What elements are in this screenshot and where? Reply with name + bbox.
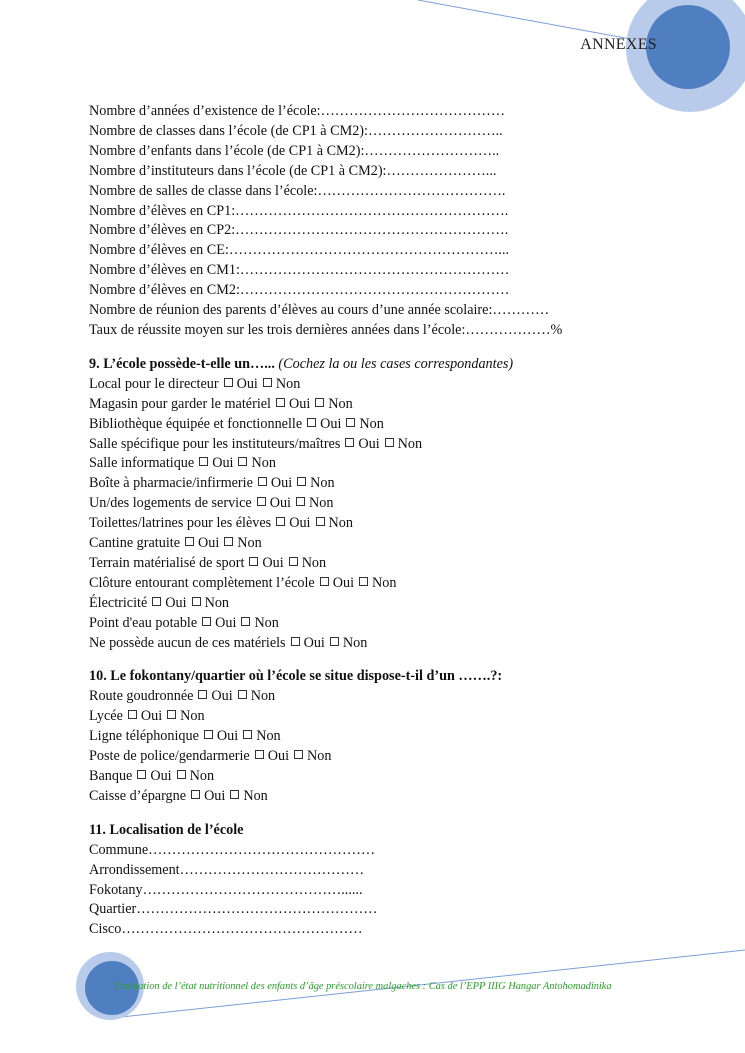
checklist-item — [89, 787, 689, 807]
section-9-title: 9. L’école possède-t-elle un…... — [89, 355, 275, 372]
checkbox-oui[interactable] — [276, 398, 285, 407]
non-label: Non — [254, 614, 279, 631]
checklist-item — [89, 534, 689, 554]
item-label: Point d'eau potable — [89, 614, 198, 631]
non-label: Non — [309, 495, 334, 512]
location-field[interactable]: Cisco…………………………………………… — [89, 921, 363, 938]
checkbox-non[interactable] — [330, 637, 339, 646]
checkbox-non[interactable] — [294, 750, 303, 759]
checkbox-oui[interactable] — [307, 418, 316, 427]
non-label: Non — [256, 728, 281, 745]
checkbox-non[interactable] — [177, 770, 186, 779]
item-label: Banque — [89, 768, 133, 784]
oui-label: Oui — [270, 475, 293, 492]
non-label: Non — [342, 634, 368, 651]
checkbox-oui[interactable] — [224, 378, 233, 387]
checkbox-non[interactable] — [238, 457, 247, 466]
header-circle-inner — [646, 5, 730, 89]
section-9-heading — [89, 355, 689, 375]
item-label: Magasin pour garder le matériel — [89, 395, 271, 412]
checklist-item — [89, 614, 689, 634]
checkbox-oui[interactable] — [152, 597, 161, 606]
checkbox-oui[interactable] — [198, 690, 207, 699]
checklist-item — [89, 634, 689, 654]
checklist-item — [89, 594, 689, 614]
section-11-heading: 11. Localisation de l’école — [89, 821, 244, 838]
checkbox-non[interactable] — [241, 617, 250, 626]
non-label: Non — [372, 574, 397, 591]
location-field[interactable]: Fokotany……………………………………...... — [89, 881, 363, 898]
checkbox-non[interactable] — [289, 557, 298, 566]
oui-label: Oui — [204, 787, 226, 804]
checkbox-non[interactable] — [243, 730, 252, 739]
checklist-item — [89, 554, 689, 574]
info-line: Nombre d’élèves en CE:…………………………………………………... — [89, 242, 510, 259]
location-field[interactable]: Commune………………………………………… — [89, 841, 376, 858]
section-10-heading: 10. Le fokontany/quartier où l’école se situe dispose-t-il d’un …….?: — [89, 668, 503, 685]
item-label: Lycée — [89, 708, 123, 725]
checklist-item — [89, 435, 689, 455]
item-label: Terrain matérialisé de sport — [89, 554, 245, 571]
item-label: Ne possède aucun de ces matériels — [89, 634, 286, 651]
checkbox-oui[interactable] — [291, 637, 300, 646]
checklist-item — [89, 747, 689, 767]
non-label: Non — [328, 395, 353, 412]
oui-label: Oui — [140, 708, 163, 725]
non-label: Non — [250, 688, 276, 705]
section-10-items — [89, 687, 689, 806]
info-line: Nombre d’années d’existence de l’école:………………………………… — [89, 103, 506, 119]
non-label: Non — [243, 787, 268, 804]
section-9 — [89, 355, 689, 654]
non-label: Non — [237, 535, 262, 552]
non-label: Non — [204, 594, 230, 611]
item-label: Toilettes/latrines pour les élèves — [89, 515, 272, 532]
checkbox-non[interactable] — [346, 418, 355, 427]
checkbox-oui[interactable] — [276, 517, 285, 526]
non-label: Non — [180, 708, 205, 725]
item-label: Local pour le directeur — [89, 375, 219, 392]
checkbox-non[interactable] — [192, 597, 201, 606]
oui-label: Oui — [320, 415, 342, 432]
checkbox-oui[interactable] — [258, 477, 267, 486]
info-line: Nombre d’enfants dans l’école (de CP1 à CM2):……………………….. — [89, 142, 500, 159]
item-label: Route goudronnée — [89, 688, 194, 705]
item-label: Bibliothèque équipée et fonctionnelle — [89, 415, 303, 432]
checklist-item — [89, 727, 689, 747]
non-label: Non — [307, 748, 332, 765]
non-label: Non — [359, 415, 384, 432]
checkbox-oui[interactable] — [128, 710, 137, 719]
checkbox-oui[interactable] — [257, 497, 266, 506]
checklist-item — [89, 454, 689, 474]
checkbox-non[interactable] — [315, 398, 324, 407]
oui-label: Oui — [211, 688, 233, 705]
checkbox-non[interactable] — [385, 438, 394, 447]
checklist-item — [89, 474, 689, 494]
oui-label: Oui — [215, 614, 237, 631]
oui-label: Oui — [236, 375, 258, 392]
checklist-item — [89, 574, 689, 594]
oui-label: Oui — [150, 768, 172, 784]
checkbox-non[interactable] — [230, 790, 239, 799]
checklist-item — [89, 514, 689, 534]
item-label: Boîte à pharmacie/infirmerie — [89, 475, 253, 492]
oui-label: Oui — [262, 554, 284, 571]
header-title: ANNEXES — [580, 36, 657, 53]
checklist-item — [89, 707, 689, 727]
item-label: Clôture entourant complètement l’école — [89, 574, 315, 591]
oui-label: Oui — [212, 455, 234, 472]
footer-text: Evaluation de l’état nutritionnel des enfants d’âge préscolaire malgaches : Cas de l’EPP IIIG Hangar Antohomadinika — [114, 981, 612, 992]
info-line: Nombre d’élèves en CP1:…………………………………………………. — [89, 202, 509, 219]
info-line: Taux de réussite moyen sur les trois dernières années dans l’école:………………% — [89, 321, 563, 338]
item-label: Salle spécifique pour les instituteurs/maîtres — [89, 435, 341, 452]
checkbox-non[interactable] — [238, 690, 247, 699]
non-label: Non — [251, 455, 276, 472]
checklist-item — [89, 767, 689, 787]
section-9-items — [89, 375, 689, 654]
non-label: Non — [310, 475, 335, 492]
info-line: Nombre d’instituteurs dans l’école (de CP1 à CM2):…………………... — [89, 162, 497, 179]
info-line: Nombre d’élèves en CM1:………………………………………………… — [89, 262, 510, 279]
checkbox-non[interactable] — [263, 378, 272, 387]
checklist-item — [89, 375, 689, 395]
section-11-lines — [89, 841, 689, 941]
non-label: Non — [275, 375, 301, 392]
item-label: Ligne téléphonique — [89, 728, 199, 745]
oui-label: Oui — [289, 515, 311, 532]
oui-label: Oui — [303, 634, 325, 651]
section-9-note: (Cochez la ou les cases correspondantes) — [278, 355, 514, 372]
item-label: Un/des logements de service — [89, 495, 252, 512]
checkbox-oui[interactable] — [202, 617, 211, 626]
info-line: Nombre d’élèves en CM2:………………………………………………… — [89, 282, 510, 299]
location-field[interactable]: Quartier…………………………………………… — [89, 901, 378, 918]
section-10 — [89, 667, 689, 806]
checkbox-non[interactable] — [167, 710, 176, 719]
item-label: Caisse d’épargne — [89, 787, 187, 804]
checkbox-non[interactable] — [297, 477, 306, 486]
checkbox-oui[interactable] — [137, 770, 146, 779]
oui-label: Oui — [198, 535, 220, 552]
checkbox-oui[interactable] — [249, 557, 258, 566]
checklist-item — [89, 687, 689, 707]
checkbox-oui[interactable] — [320, 577, 329, 586]
item-label: Électricité — [89, 594, 148, 611]
oui-label: Oui — [165, 594, 187, 611]
location-field[interactable]: Arrondissement………………………………… — [89, 861, 365, 878]
checkbox-oui[interactable] — [255, 750, 264, 759]
info-line: Nombre de salles de classe dans l’école:…………………………………. — [89, 182, 506, 199]
item-label: Poste de police/gendarmerie — [89, 748, 250, 765]
checkbox-non[interactable] — [224, 537, 233, 546]
non-label: Non — [397, 435, 423, 452]
checklist-item — [89, 415, 689, 435]
checkbox-oui[interactable] — [199, 457, 208, 466]
item-label: Cantine gratuite — [89, 535, 181, 552]
checkbox-non[interactable] — [296, 497, 305, 506]
oui-label: Oui — [267, 748, 290, 765]
info-line: Nombre de réunion des parents d’élèves au cours d’une année scolaire:………… — [89, 302, 550, 319]
oui-label: Oui — [332, 574, 355, 591]
oui-label: Oui — [358, 435, 380, 452]
checkbox-non[interactable] — [359, 577, 368, 586]
item-label: Salle informatique — [89, 455, 195, 472]
oui-label: Oui — [269, 495, 291, 512]
checkbox-oui[interactable] — [191, 790, 200, 799]
non-label: Non — [301, 554, 327, 571]
checklist-item — [89, 395, 689, 415]
checkbox-non[interactable] — [316, 517, 325, 526]
checklist-item — [89, 494, 689, 514]
checkbox-oui[interactable] — [345, 438, 354, 447]
non-label: Non — [189, 768, 215, 784]
school-info-block — [89, 102, 689, 341]
non-label: Non — [328, 515, 353, 532]
checkbox-oui[interactable] — [185, 537, 194, 546]
section-11 — [89, 821, 689, 940]
checkbox-oui[interactable] — [204, 730, 213, 739]
oui-label: Oui — [216, 728, 239, 745]
oui-label: Oui — [289, 395, 311, 412]
info-line: Nombre de classes dans l’école (de CP1 à CM2):……………………….. — [89, 122, 503, 139]
form-content — [89, 102, 689, 940]
info-line: Nombre d’élèves en CP2:…………………………………………………. — [89, 222, 509, 239]
